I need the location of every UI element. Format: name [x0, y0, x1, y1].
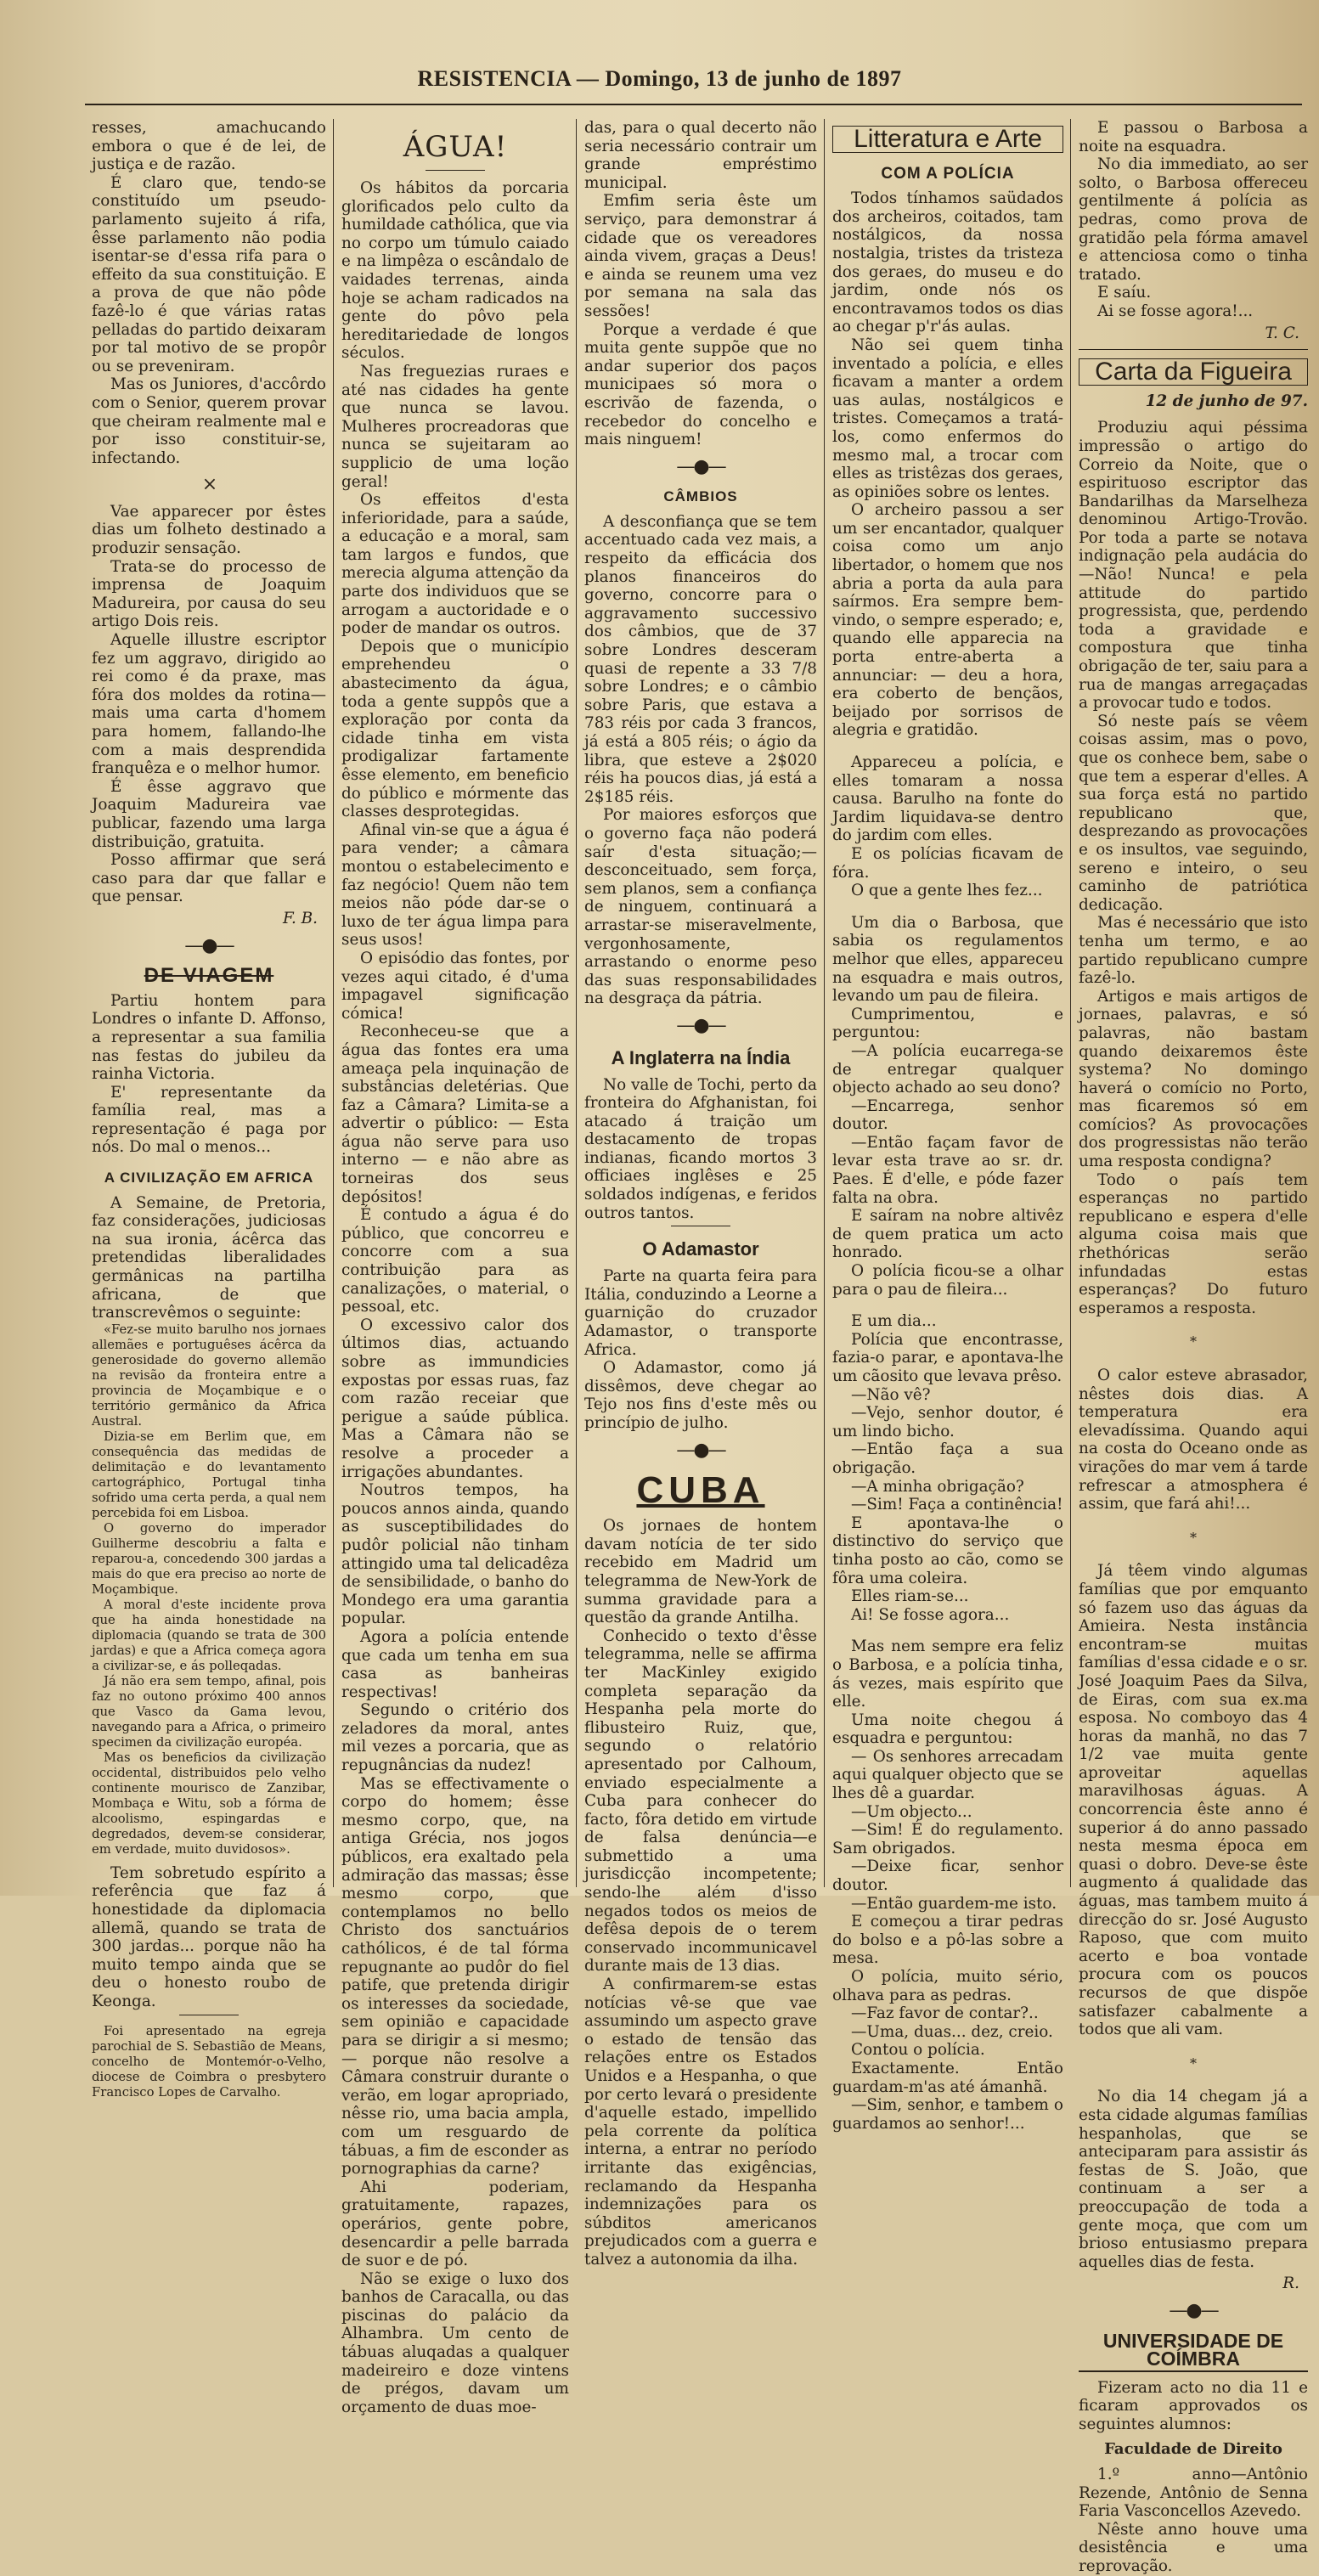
- paragraph: Mas os beneficios da civilização occidental, distribuidos pelo velho continente mourisco de Zanzibar, Mombaça e Witu, sob a fórma de alcoolismo, espingardas e degredados, devem-se considerar, em verdade, muito duvidosos».: [92, 1750, 326, 1857]
- section-title: O Adamastor: [642, 1238, 759, 1260]
- paragraph: Já têem vindo algumas famílias que por emquanto só fazem uso das águas da Amieira. Nesta instância encontram-se muitas famílias d'essa cidade e o sr. José Joaquim Paes da Silva, de Eiras, com sua ex.ma esposa. No comboyo das 4 horas da manhã, no das 7 1/2 vae muita gente aproveitar aquellas maravilhosas águas. A concorrencia êste anno é superior á do anno passado nesta mesma época em quasi o dobro. Deve-se êste augmento á qualidade das águas, mas tambem muito á direcção do sr. José Augusto Raposo, que com muito acerto e boa vontade procura com os poucos recursos de que dispõe satisfazer cabalmente a todos que ali vam.: [1079, 1562, 1308, 2039]
- section-title: A CIVILIZAÇÃO EM AFRICA: [104, 1170, 314, 1187]
- paragraph: Reconheceu-se que a água das fontes era uma ameaça pela inquinação de substâncias deletérias. Que faz a Câmara? Limita-se a advertir o público: — Esta água não serve para uso interno — e não abre as torneiras dos seus depósitos!: [341, 1023, 569, 1206]
- divider: [1079, 349, 1308, 350]
- column-1: [92, 119, 326, 2100]
- paragraph: Nas freguezias ruraes e até nas cidades ha gente que nunca se lavou. Mulheres procreadoras que nunca se sujeitaram ao supplicio de uma loção geral!: [341, 362, 569, 491]
- paragraph: Cumprimentou, e perguntou:: [832, 1005, 1063, 1042]
- paragraph: Os hábitos da porcaria glorificados pelo culto da humildade cathólica, que via no corpo um túmulo caiado e na limpêza o escândalo de vaidades terrenas, ainda hoje se acham radicados na gente do pôvo pela hereditariedade de longos séculos.: [341, 179, 570, 363]
- paragraph: Depois que o município emprehendeu o abastecimento da água, toda a gente suppôs que a exploração por conta da cidade tinha em vista prodigalizar fartamente êsse elemento, em beneficio do público e mórmente das classes desprotegidas.: [341, 637, 569, 821]
- paragraph: E os polícias ficavam de fóra.: [832, 844, 1063, 882]
- ornament: —●—: [676, 455, 725, 477]
- paragraph: O polícia, muito sério, olhava para as pedras.: [832, 1968, 1063, 2004]
- paragraph: Não sei quem tinha inventado a polícia, e elles ficavam a manter a ordem uas aulas, nostálgicos e tristes. Começamos a tratá-los, como enfermos do mesmo mal, a trocar com elles as tristêzas dos geraes, as opiniões sobre os lentes.: [832, 335, 1063, 501]
- paragraph: Vae apparecer por êstes dias um folheto destinado a produzir sensação.: [92, 502, 326, 558]
- paragraph: Parte na quarta feira para Itália, conduzindo a Leorne a guarnição do cruzador Adamastor, o transporte Africa.: [584, 1267, 817, 1359]
- paragraph: O polícia ficou-se a olhar para o pau de fileira...: [832, 1262, 1063, 1299]
- ornament: —●—: [1169, 2299, 1218, 2321]
- paragraph: Agora a polícia entende que cada um tenha em sua casa as banheiras respectivas!: [341, 1627, 569, 1701]
- section-title: CÂMBIOS: [663, 488, 738, 505]
- paragraph: A confirmarem-se estas notícias vê-se que vae assumindo um aspecto grave o estado de tensão das relações entre os Estados Unidos e a Hespanha, o que por certo levará o presidente d'aquelle estado, impellido pela corrente da política interna, a entrar no período irritante das exigências, reclamando da Hespanha indemnizações para os súbditos americanos prejudicados com a guerra e talvez a autonomia da ilha.: [584, 1976, 817, 2269]
- subsection-title: Faculdade de Direito: [1104, 2440, 1282, 2459]
- paragraph: Fizeram acto no dia 11 e ficaram approvados os seguintes alumnos:: [1079, 2378, 1308, 2433]
- spacer: [832, 1299, 1063, 1312]
- paragraph: É contudo a água é do público, que concorreu e concorre com a sua contribuição para as canalizações, o material, o pessoal, etc.: [341, 1206, 569, 1316]
- notice-block: [92, 2024, 326, 2100]
- paragraph: E passou o Barbosa a noite na esquadra.: [1079, 119, 1308, 155]
- asterisk-separator: *: [1190, 1333, 1197, 1350]
- paragraph: «Fez-se muito barulho nos jornaes allemães e portuguêses ácêrca da generosidade do governo allemão na revisão da fronteira entre a provincia de Moçambique e o território germânico da Africa Austral.: [92, 1322, 326, 1429]
- paragraph: Afinal vin-se que a água é para vender; a câmara montou o estabelecimento e faz negócio! Quem não tem meios não póde dar-se o luxo de ter água limpa para seus usos!: [341, 820, 569, 950]
- paragraph: Elles riam-se...: [851, 1587, 969, 1606]
- paragraph: Dizia-se em Berlim que, em consequência das medidas de delimitação e do levantamento cartográphico, Portugal tinha sofrido uma certa perda, a qual nem percebida foi em Lisboa.: [92, 1429, 326, 1520]
- paragraph: Os effeitos d'esta inferioridade, para a saúde, a educação e a moral, sam tam largos e fundos, que merecia alguma attenção da parte dos individuos que se arrogam a auctoridade e o poder de mandar os outros.: [341, 491, 569, 638]
- column-3: [584, 119, 817, 2269]
- paragraph: 1.º anno—Antônio Rezende, Antônio de Senna Faria Vasconcellos Azevedo.: [1079, 2466, 1308, 2521]
- paragraph: Posso affirmar que será caso para dar que fallar e que pensar.: [92, 851, 326, 906]
- paragraph: —Faz favor de contar?..: [851, 2004, 1039, 2023]
- dateline: 12 de junho de 97.: [1145, 392, 1308, 410]
- section-title: A Inglaterra na Índia: [611, 1046, 791, 1068]
- spacer: [832, 1624, 1063, 1637]
- paragraph: Artigos e mais artigos de jornaes, palavras, e só palavras, não bastam quando deixaremos êste systema? No domingo haverá o comício no Porto, mas ficaremos só em comícios? As provocações dos progressistas não terão uma resposta condigna?: [1079, 987, 1308, 1171]
- section-title: CUBA: [636, 1469, 765, 1512]
- paragraph: No dia 14 chegam já a esta cidade algumas famílias hespanholas, que se anteciparam para assistir ás festas de S. João, que continuam a ser a preoccupação de toda a gente moça, que com um brioso entusiasmo prepara aquelles dias de festa.: [1079, 2088, 1308, 2271]
- paragraph: Os jornaes de hontem davam notícia de ter sido recebido em Madrid um telegramma de New-York de summa gravidade para a questão da grande Antilha.: [584, 1517, 817, 1627]
- paragraph: E começou a tirar pedras do bolso e a pô-las sobre a mesa.: [832, 1913, 1063, 1968]
- signature: F. B.: [283, 909, 318, 927]
- paragraph: —A polícia eucarrega-se de entregar qualquer objecto achado ao seu dono?: [832, 1041, 1063, 1097]
- paragraph: Mas os Juniores, d'accôrdo com o Senior, querem provar que cheiram realmente mal e por isso constituir-se, infectando.: [92, 375, 326, 467]
- paragraph: —Vejo, senhor doutor, é um lindo bicho.: [832, 1404, 1063, 1440]
- paragraph: —Um objecto...: [851, 1802, 972, 1821]
- signature: T. C.: [1265, 324, 1299, 342]
- paragraph: Exactamente. Então guardam-m'as até ámanhã.: [832, 2059, 1063, 2096]
- paragraph: Segundo o critério dos zeladores da moral, antes mil vezes a porcaria, que as repugnâncias da nudez!: [341, 1701, 569, 1775]
- column-separator: [824, 119, 825, 1887]
- column-separator: [1070, 119, 1071, 1887]
- paragraph: O archeiro passou a ser um ser encantador, qualquer coisa como um anjo libertador, o homem que nos abria a porta da aula para saírmos. Era sempre bem-vindo, o sempre esperado; e, quando elle apparecia na porta entre-aberta a annunciar: — deu a hora, era coberto de bençãos, beijado por sorrisos de alegria e gratidão.: [832, 501, 1063, 740]
- column-2: [341, 119, 570, 2416]
- masthead-rule: [85, 104, 1302, 105]
- paragraph: A desconfiança que se tem accentuado cada vez mais, a respeito da efficácia dos planos financeiros do governo, concorre para o aggravamento successivo dos câmbios, que de 37 sobre Londres desceram quasi de repente a 33 7/8 sobre Londres; e o câmbio sobre Paris, que estava a 783 réis por cada 3 francos, já está a 805 réis; o ágio da libra, que esteve a 2$020 réis ha poucos dias, já está a 2$185 réis.: [584, 512, 817, 806]
- paragraph: Produziu aqui péssima impressão o artigo do Correio da Noite, que o espirituoso escriptor das Bandarilhas da Marselheza denominou Artigo-Trovão. Por toda a parte se notava indignação pela audácia do—Não! Nunca! e pela attitude do partido progressista, que, perdendo toda a gravidade e compostura que tinha obrigação de ter, saiu para a rua de mangas arregaçadas a provocar tudo e todos.: [1079, 419, 1308, 713]
- paragraph: E saíu.: [1097, 284, 1152, 302]
- spacer: [832, 900, 1063, 914]
- paragraph: No dia immediato, ao ser solto, o Barbosa offereceu gentilmente á polícia as pedras, como prova de gratidão pela fórma amavel e attenciosa como o tinha tratado.: [1079, 155, 1308, 284]
- ornament: —●—: [184, 934, 234, 956]
- paragraph: Emfim seria êste um serviço, para demonstrar á cidade que os vereadores ainda vivem, graças a Deus! e ainda se reunem uma vez por semana na sala das sessões!: [584, 192, 817, 320]
- paragraph: —Deixe ficar, senhor doutor.: [832, 1857, 1063, 1895]
- paragraph: —A minha obrigação?: [851, 1477, 1024, 1496]
- paragraph: Partiu hontem para Londres o infante D. Affonso, a representar a sua familia nas festas do jubileu da rainha Victoria.: [92, 991, 326, 1084]
- column-4: [832, 119, 1063, 2133]
- paragraph: Uma noite chegou á esquadra e perguntou:: [832, 1711, 1063, 1748]
- cross-mark: ×: [201, 474, 217, 496]
- paragraph: Polícia que encontrasse, fazia-o parar, e apontava-lhe um cãosito que levava prêso.: [832, 1330, 1063, 1385]
- paragraph: O governo do imperador Guilherme descobriu a falta e reparou-a, concedendo 300 jardas a mais do que era preciso ao norte de Moçambique.: [92, 1520, 326, 1597]
- paragraph: —Então guardem-me isto.: [851, 1894, 1057, 1913]
- asterisk-separator: *: [1190, 1529, 1197, 1546]
- paragraph: E saíram na nobre altivêz de quem pratica um acto honrado.: [832, 1207, 1063, 1262]
- paragraph: — Os senhores arrecadam aqui qualquer objecto que se lhes dê a guardar.: [832, 1747, 1063, 1803]
- paragraph: A moral d'este incidente prova que ha ainda honestidade na diplomacia (quando se trata de 300 jardas) e que a Africa começa agora a civilizar-se, e ás polleqadas.: [92, 1597, 326, 1673]
- paragraph: —Então façam favor de levar esta trave ao sr. dr. Paes. É d'elle, e póde fazer falta na obra.: [832, 1133, 1063, 1207]
- paragraph: resses, amachucando embora o que é de lei, de justiça e de razão.: [92, 119, 326, 174]
- paragraph: Mas nem sempre era feliz o Barbosa, e a polícia tinha, ás vezes, mais espírito que elle.: [832, 1637, 1063, 1711]
- column-separator: [576, 119, 577, 1887]
- paragraph: O Adamastor, como já dissêmos, deve chegar ao Tejo nos fins d'este mês ou princípio de julho.: [584, 1359, 817, 1432]
- paragraph: Aquelle illustre escriptor fez um aggravo, dirigido ao rei como é da praxe, mas fóra dos moldes da rotina—mais uma carta d'homem para homem, fallando-lhe com a mais desprendida franquêza e o melhor humor.: [92, 631, 326, 778]
- paragraph: A Semaine, de Pretoria, faz considerações, judiciosas na sua ironia, ácêrca das pretendidas liberalidades germânicas na partilha africana, de que transcrevêmos o seguinte:: [92, 1193, 326, 1322]
- masthead: RESISTENCIA — Domingo, 13 de junho de 1897: [417, 66, 902, 91]
- asterisk-separator: *: [1190, 2055, 1197, 2072]
- paragraph: Contou o polícia.: [851, 2041, 985, 2060]
- paragraph: É êsse aggravo que Joaquim Madureira vae publicar, fazendo uma larga distribuição, gratuita.: [92, 777, 326, 851]
- paragraph: —Sim! Faça a continência!: [851, 1496, 1063, 1514]
- paragraph: Mas se effectivamente o corpo do homem; êsse mesmo corpo, que, na antiga Grécia, nos jogos públicos, era exaltado pela admiração das massas; êsse mesmo corpo, que contemplamos no bello Christo dos sanctuários cathólicos, é de tal fórma repugnante ao pudôr do fiel patife, que pretenda dirigir os interesses da sociedade, sem opinião e capacidade para se dirigir a si mesmo; — porque não resolve a Câmara construir durante o verão, em logar apropriado, nêsse rio, uma bacia ampla, com um resguardo de tábuas, a fim de esconder as pornographias da carne?: [341, 1774, 569, 2179]
- paragraph: Já não era sem tempo, afinal, pois faz no outono próximo 400 annos que Vasco da Gama levou, navegando para a Africa, o primeiro specimen da civilização européa.: [92, 1673, 326, 1750]
- section-title: DE VIAGEM: [144, 964, 274, 988]
- paragraph: —Encarrega, senhor doutor.: [832, 1096, 1063, 1134]
- section-title: Carta da Figueira: [1079, 358, 1308, 386]
- quote-block: [92, 1322, 326, 1857]
- paragraph: Porque a verdade é que muita gente suppõe que no andar superior dos paços municipaes só mora o escrivão de fazenda, o recebedor do concelho e mais ninguem!: [584, 320, 817, 449]
- article-title: ÁGUA!: [403, 130, 508, 164]
- paragraph: Appareceu a polícia, e elles tomaram a nossa causa. Barulho na fonte do Jardim liquidava-se dentro do jardim com elles.: [832, 753, 1063, 845]
- section-title: UNIVERSIDADE DE COÍMBRA: [1079, 2332, 1308, 2372]
- spacer: [832, 740, 1063, 753]
- paragraph: Nêste anno houve uma desistência e uma reprovação.: [1079, 2520, 1308, 2576]
- paragraph: O que a gente lhes fez...: [851, 882, 1043, 900]
- paragraph: Só neste país se vêem coisas assim, mas o povo, que os conhece bem, sabe o que tem a esperar d'elles. A sua força está no partido republicano que, desprezando as provocações e os insultos, vae seguindo, sereno e inteiro, o seu caminho de patriótica dedicação.: [1079, 712, 1308, 914]
- paragraph: Todos tínhamos saüdados dos archeiros, coitados, tam nostálgicos, da nossa nostalgia, tristes da tristeza dos geraes, do museu e do jardim, onde nós os encontravamos todos os dias ao chegar p'r'ás aulas.: [832, 189, 1063, 336]
- paragraph: —Então faça a sua obrigação.: [832, 1440, 1063, 1477]
- paragraph: O excessivo calor dos últimos dias, actuando sobre as immundicies expostas por essas ruas, faz com razão receiar que perigue a saúde pública. Mas a Câmara não se resolve a proceder a irrigações abundantes.: [341, 1316, 569, 1481]
- column-separator: [333, 119, 334, 1887]
- paragraph: —Sim, senhor, e tambem o guardamos ao senhor!...: [832, 2096, 1063, 2133]
- paragraph: Ahi poderiam, gratuitamente, rapazes, operários, gente pobre, desencardir a pelle barrada de suor e de pó.: [341, 2178, 569, 2270]
- paragraph: O calor esteve abrasador, nêstes dois dias. A temperatura era elevadíssima. Quando aqui na costa do Oceano onde as virações do mar vem á tarde refrescar a atmosphera é assim, que fará ahi!...: [1079, 1367, 1308, 1513]
- paragraph: das, para o qual decerto não seria necessário contrair um grande empréstimo municipal.: [584, 119, 817, 192]
- ornament: —●—: [676, 1014, 725, 1036]
- paragraph: Noutros tempos, ha poucos annos ainda, quando as susceptibilidades do pudôr policial não tinham attingido uma tal delicadêza de sensibilidade, o banho do Mondego era uma garantia popular.: [341, 1481, 569, 1628]
- paragraph: —Sim! É do regulamento. Sam obrigados.: [832, 1821, 1063, 1857]
- paragraph: E' representante da família real, mas a representação é paga por nós. Do mal o menos...: [92, 1083, 326, 1157]
- paragraph: O episódio das fontes, por vezes aqui citado, é d'uma impagavel significação cómica!: [341, 949, 569, 1023]
- paragraph: Ai se fosse agora!...: [1097, 302, 1254, 320]
- divider: [426, 170, 485, 171]
- section-title: Litteratura e Arte: [832, 126, 1063, 153]
- paragraph: Mas é necessário que isto tenha um termo, e ao partido republicano cumpre fazê-lo.: [1079, 914, 1308, 988]
- signature: R.: [1282, 2274, 1299, 2293]
- paragraph: —Não vê?: [851, 1385, 931, 1404]
- ornament: —●—: [676, 1439, 725, 1461]
- paragraph: Um dia o Barbosa, que sabia os regulamentos melhor que elles, appareceu na esquadra e mais outros, levando um pau de fileira.: [832, 913, 1063, 1006]
- paragraph: Tem sobretudo espírito a referência que faz á honestidade da diplomacia allemã, quando se trata de 300 jardas... porque não ha muito tempo ainda que se deu o honesto roubo de Keonga.: [92, 1863, 326, 2010]
- paragraph: —Uma, duas... dez, creio.: [851, 2022, 1053, 2041]
- article-title: COM A POLÍCIA: [881, 164, 1015, 183]
- column-5: [1079, 119, 1308, 2576]
- paragraph: E apontava-lhe o distinctivo do serviço que tinha posto ao cão, como se fôra uma coleira.: [832, 1513, 1063, 1587]
- paragraph: Trata-se do processo de imprensa de Joaquim Madureira, por causa do seu artigo Dois reis.: [92, 557, 326, 631]
- paragraph: No valle de Tochi, perto da fronteira do Afghanistan, foi atacado á traição um destacamento de tropas indianas, ficando mortos 3 officiaes inglêses e 25 soldados indígenas, e feridos outros tantos.: [584, 1075, 817, 1222]
- paragraph: Ai! Se fosse agora...: [851, 1605, 1010, 1624]
- paragraph: E um dia...: [851, 1312, 937, 1331]
- paragraph: Todo o país tem esperanças no partido republicano e espera d'elle alguma coisa mais que rhethóricas serão infundadas estas esperanças? Do futuro esperamos a resposta.: [1079, 1170, 1308, 1317]
- paragraph: Não se exige o luxo dos banhos de Caracalla, ou das piscinas do palácio da Alhambra. Um cento de tábuas aluqadas a qualquer madeireiro e doze vintens de prégos, davam um orçamento de duas moe-: [341, 2269, 569, 2416]
- paragraph: Conhecido o texto d'êsse telegramma, nelle se affirma ter MacKinley exigido completa separação da Hespanha pela morte do flibusteiro Ruiz, que, segundo o relatório apresentado por Calhoum, enviado especialmente a Cuba para conhecer do facto, fôra detido em virtude de falsa denúncia—e submettido a uma jurisdicção incompetente; sendo-lhe além d'isso negados todos os meios de defêsa depois de o terem conservado incommunicavel durante mais de 13 dias.: [584, 1626, 817, 1976]
- paragraph: Foi apresentado na egreja parochial de S. Sebastião de Means, concelho de Montemór-o-Velho, diocese de Coimbra o presbytero Francisco Lopes de Carvalho.: [92, 2023, 326, 2100]
- paragraph: É claro que, tendo-se constituído um pseudo-parlamento sujeito á rifa, êsse parlamento não podia isentar-se d'essa rifa para o effeito da sua constituição. E a prova de que não pôde fazê-lo é que várias ratas pelladas do partido deixaram por tal motivo de se propôr ou se preveniram.: [92, 173, 326, 375]
- paragraph: Por maiores esforços que o governo faça não poderá saír d'esta situação;—desconceituado, sem força, sem planos, sem a confiança de ninguem, continuará a arrastar-se miseravelmente, vergonhosamente, arrastando o enorme peso das suas responsabilidades na desgraça da pátria.: [584, 806, 817, 1008]
